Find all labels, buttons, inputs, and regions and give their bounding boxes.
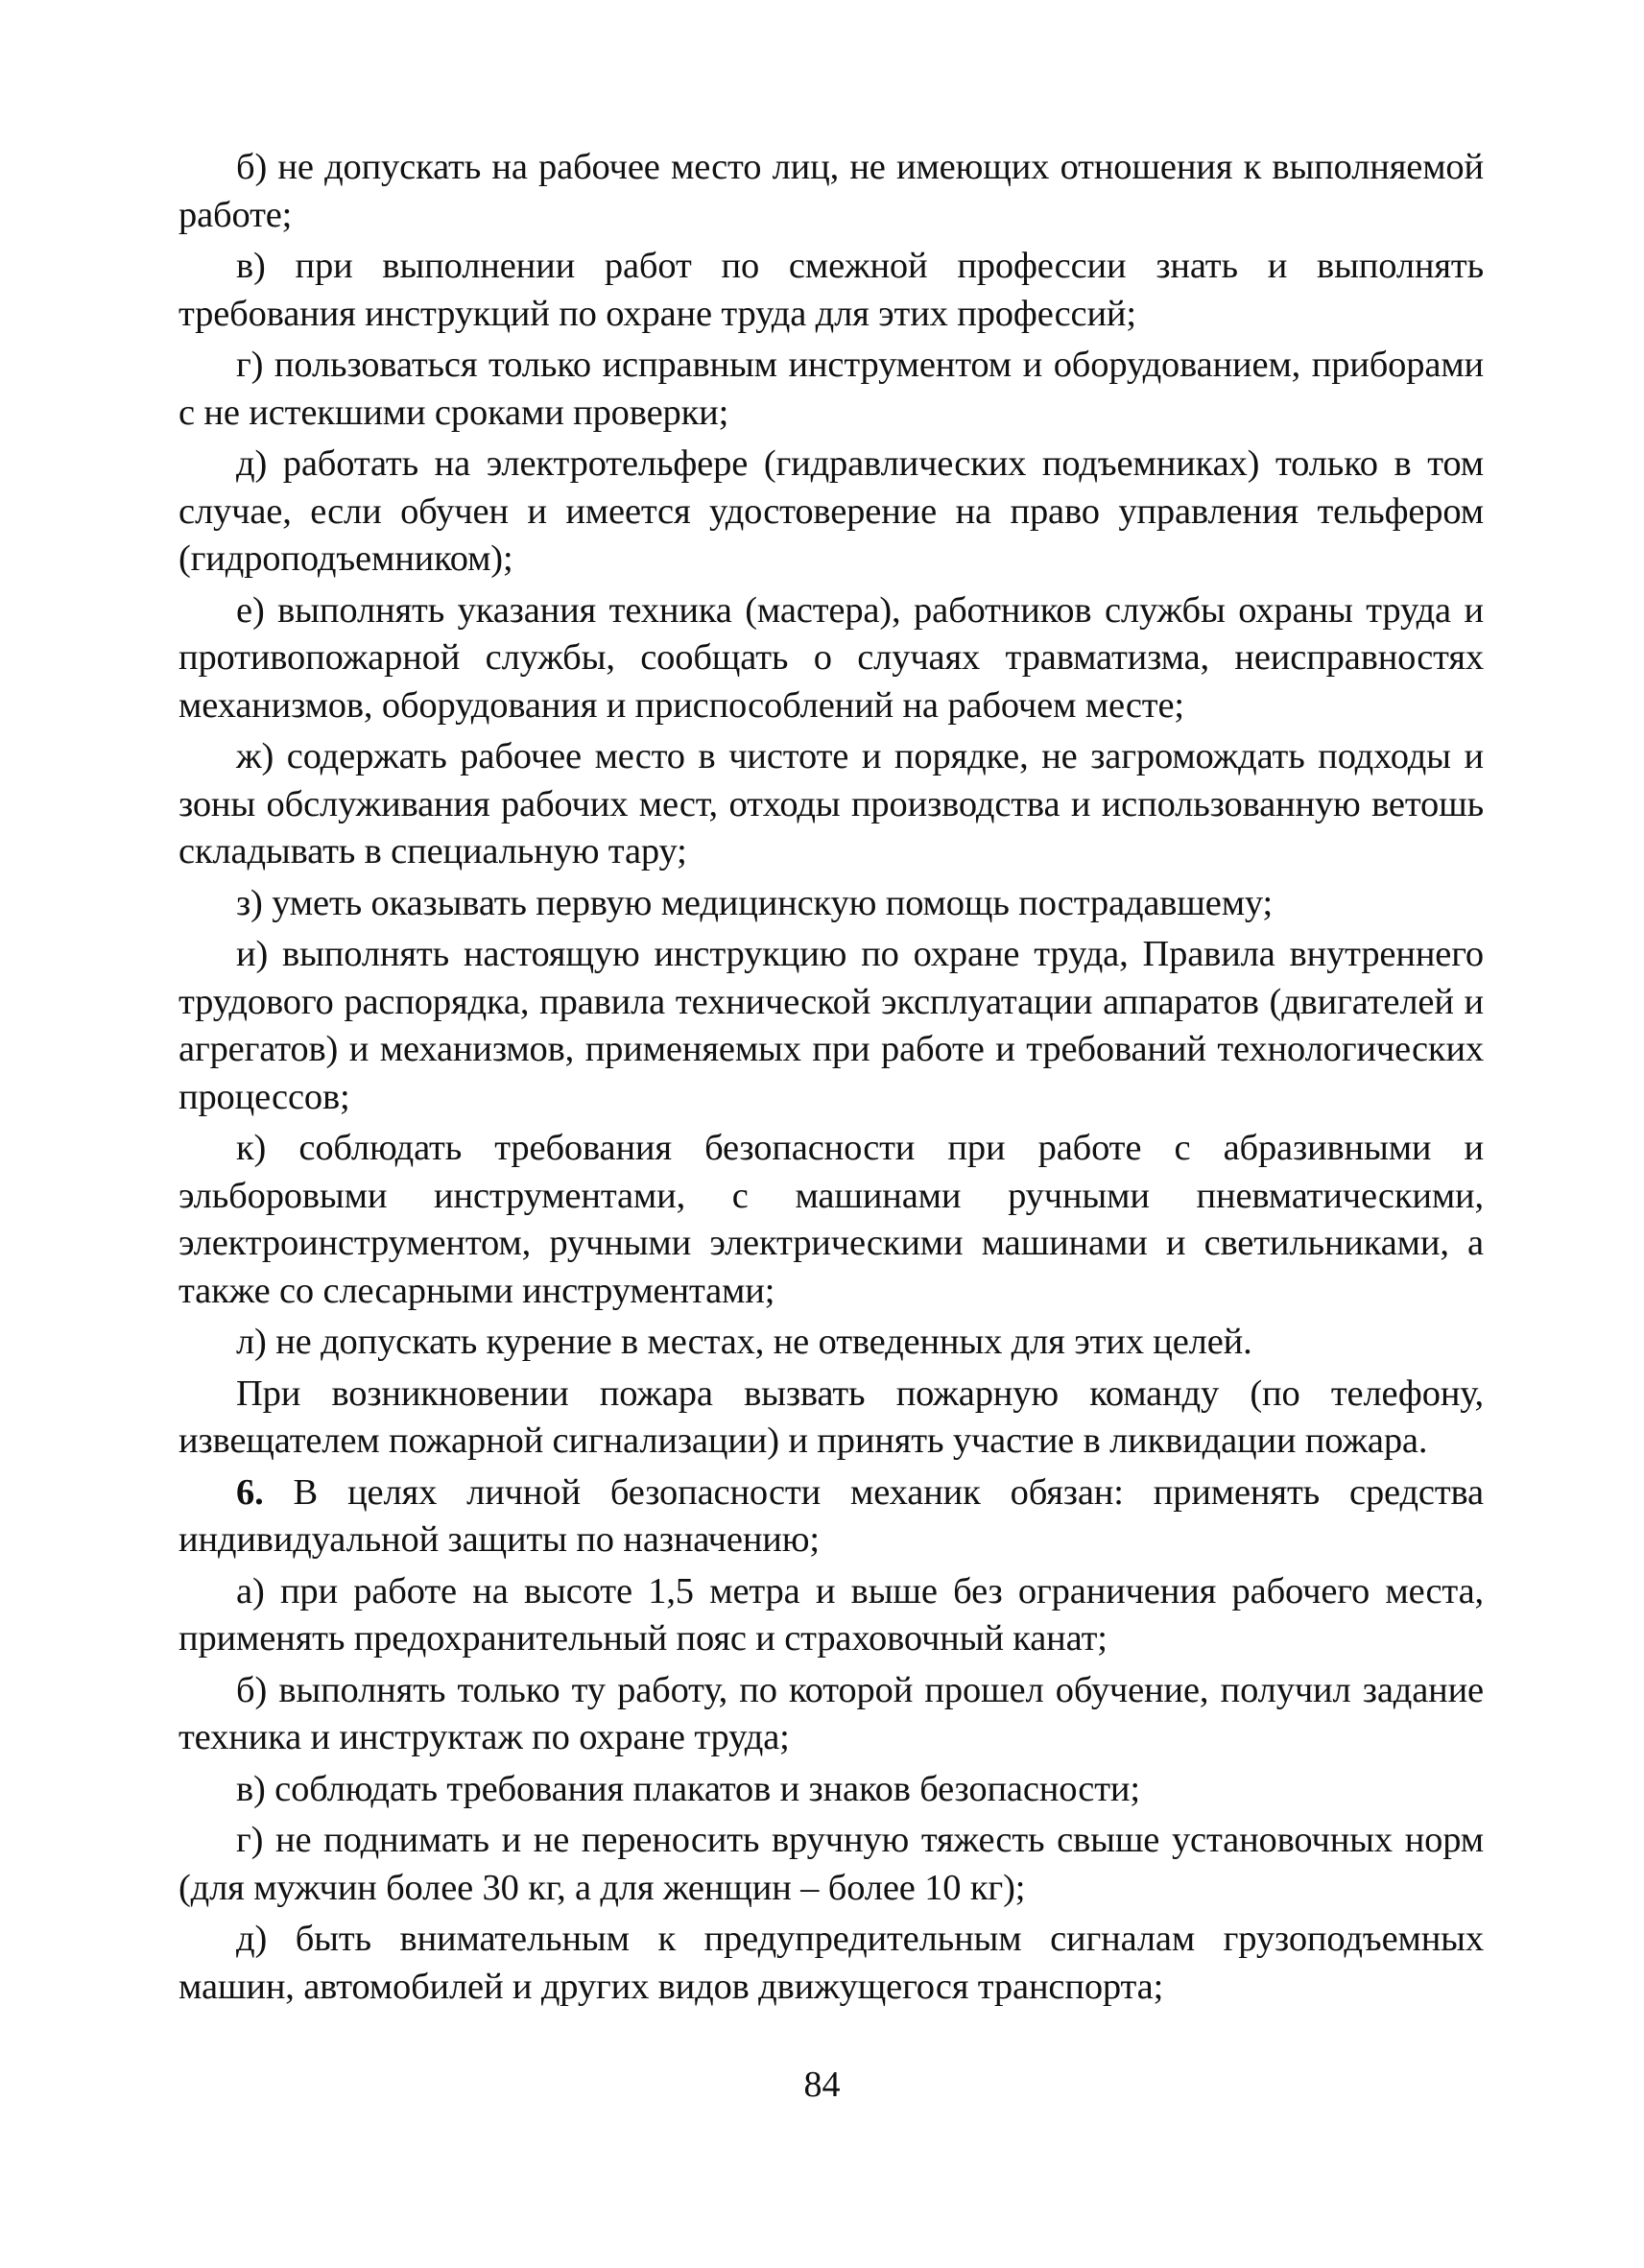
paragraph-6a: а) при работе на высоте 1,5 метра и выше без ограничения рабочего места, применять предохранительный пояс и страховочный канат; xyxy=(179,1570,1484,1659)
page-number: 84 xyxy=(803,2065,841,2105)
section-6-intro: 6. В целях личной безопасности механик обязан: применять средства индивидуальной защиты по назначению; xyxy=(179,1471,1484,1560)
paragraph-6b: б) выполнять только ту работу, по которой прошел обучение, получил задание техника и инструктаж по охране труда; xyxy=(179,1669,1484,1757)
paragraph-zh: ж) содержать рабочее место в чистоте и порядке, не загромождать подходы и зоны обслуживания рабочих мест, отходы производства и использованную ветошь складывать в специальную тару; xyxy=(179,736,1484,871)
paragraph-g: г) пользоваться только исправным инструментом и оборудованием, приборами с не истекшими сроками проверки; xyxy=(179,345,1484,433)
paragraph-i: и) выполнять настоящую инструкцию по охране труда, Правила внутреннего трудового распорядка, правила технической эксплуатации аппаратов (двигателей и агрегатов) и механизмов, применяемых при работе и требований технологических процессов; xyxy=(179,934,1484,1117)
paragraph-6g: г) не поднимать и не переносить вручную тяжесть свыше установочных норм (для мужчин более 30 кг, а для женщин – более 10 кг); xyxy=(179,1820,1484,1908)
paragraph-fire: При возникновении пожара вызвать пожарную команду (по телефону, извещателем пожарной сигнализации) и принять участие в ликвидации пожара. xyxy=(179,1373,1484,1461)
paragraph-b: б) не допускать на рабочее место лиц, не имеющих отношения к выполняемой работе; xyxy=(179,147,1484,235)
paragraph-6v: в) соблюдать требования плакатов и знаков безопасности; xyxy=(236,1768,1140,1809)
paragraph-e: е) выполнять указания техника (мастера), работников службы охраны труда и противопожарной службы, сообщать о случаях травматизма, неисправностях механизмов, оборудования и приспособлений на рабочем месте; xyxy=(179,589,1484,726)
paragraph-z: з) уметь оказывать первую медицинскую помощь пострадавшему; xyxy=(236,882,1274,923)
paragraph-d: д) работать на электротельфере (гидравлических подъемниках) только в том случае, если обучен и имеется удостоверение на право управления тельфером (гидроподъемником); xyxy=(179,443,1484,579)
page-body xyxy=(179,144,1484,2015)
paragraph-6d: д) быть внимательным к предупредительным сигналам грузоподъемных машин, автомобилей и других видов движущегося транспорта; xyxy=(179,1919,1484,2007)
paragraph-k: к) соблюдать требования безопасности при работе с абразивными и эльборовыми инструментами, с машинами ручными пневматическими, электроинструментом, ручными электрическими машинами и светильниками, а также со слесарными инструментами; xyxy=(179,1128,1484,1311)
section-number: 6. xyxy=(236,1471,264,1513)
paragraph-l: л) не допускать курение в местах, не отведенных для этих целей. xyxy=(236,1322,1252,1362)
paragraph-v: в) при выполнении работ по смежной профессии знать и выполнять требования инструкций по охране труда для этих профессий; xyxy=(179,246,1484,334)
